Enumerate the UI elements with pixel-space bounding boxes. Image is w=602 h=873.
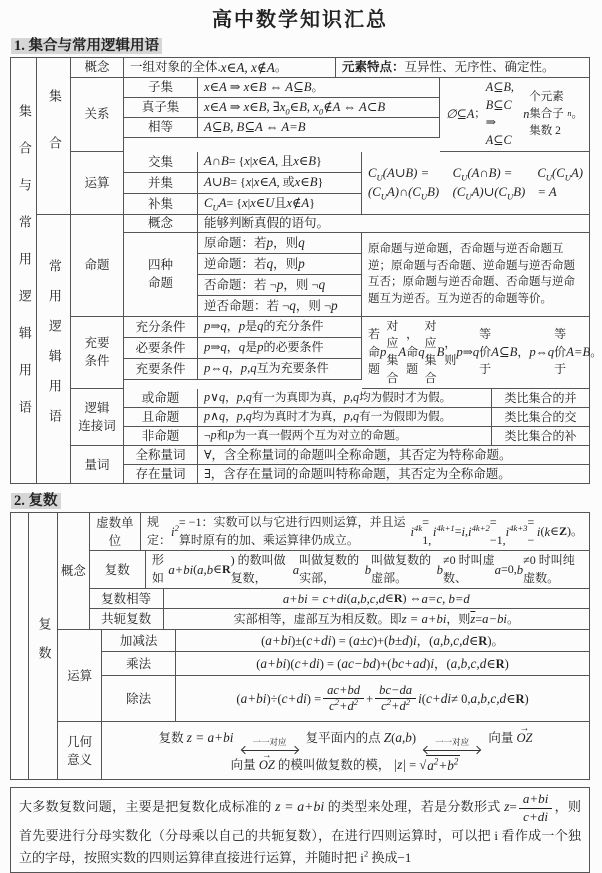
- row-contrapositive-proposition: [198, 296, 362, 317]
- row-proper-subset: [124, 98, 440, 118]
- row-complex-number-def: [90, 551, 590, 589]
- side-label-complex-text: 复数: [36, 617, 52, 676]
- row-negative-proposition: [198, 275, 362, 296]
- group-proposition: [71, 215, 590, 317]
- table-sets-and-logic: [10, 57, 602, 484]
- cell-set-equal-label: 相等: [124, 118, 198, 138]
- cell-existential-label: 存在量词: [124, 465, 198, 484]
- cell-contrapositive-proposition: 逆否命题：若 ¬ q ，则 ¬ p: [198, 296, 362, 317]
- side-label-complex: [29, 513, 58, 780]
- group-geometric-meaning: [58, 722, 590, 780]
- geometry-line2: 向量 OZ → 的模叫做复数的模， |z| = √ $a^2+b^2$: [108, 755, 583, 775]
- cell-conditions-note: 若命题 p 对应集合 A ，命题 q 对应集合 B ，则 p ⇒ q 等价于 A⊆B ， p ⇔ q 等价于 A=B 。: [362, 317, 590, 390]
- cell-sufficient-label: 充分条件: [124, 317, 198, 338]
- group-connectives: [71, 389, 590, 446]
- table-complex-numbers: [10, 512, 590, 780]
- row-or-proposition: [124, 389, 590, 408]
- row-conjugate: [90, 609, 590, 630]
- group-logic: [37, 215, 602, 485]
- cell-or-content: p∨q ， p,q 有一为真即为真， p,q 均为假时才为假。: [198, 389, 492, 408]
- cell-imaginary-unit-label: 虚数单位: [90, 513, 141, 551]
- cell-intersection-label: 交集: [124, 152, 198, 173]
- group-complex-operation: [58, 630, 590, 722]
- cell-conjugate-content: 实部相等，虚部互为相反数。即 z = a+bi ，则 $\overline{z}$ = a−bi 。: [164, 609, 590, 630]
- cell-subset-content: x∈A ⇒ x∈B ⇔ A⊆B 。: [198, 78, 440, 98]
- section2-heading-text: 2. 复数: [11, 493, 61, 509]
- cell-or-label: 或命题: [124, 389, 198, 408]
- cell-add-subtract-content: ( a+bi )±( c+di ) = ( a±c )+( b±d ) i ，( a,b,c,d ∈ R )。: [176, 630, 590, 652]
- row-and-proposition: [124, 408, 590, 427]
- section1-heading: [11, 37, 590, 55]
- group-set-operation: [71, 152, 590, 215]
- row-existential-quantifier: [124, 465, 590, 484]
- cell-not-note: 类比集合的补: [492, 427, 590, 446]
- cell-multiplication-content: ( a+bi )( c+di ) = ( ac−bd )+( bc+ad ) i ，( a,b,c,d ∈ R ): [176, 652, 590, 676]
- row-subset: [124, 78, 440, 98]
- group-complex-concept: [58, 513, 590, 630]
- row-set-concept: [71, 58, 590, 78]
- spacer-cell: [11, 513, 29, 780]
- cell-geometry-label: 几何 意义: [58, 722, 102, 780]
- cell-existential-content: ∃，含存在量词的命题叫特称命题，其否定为全称命题。: [198, 465, 590, 484]
- cell-universal-content: ∀，含全称量词的命题叫全称命题，其否定为特称命题。: [198, 446, 590, 465]
- row-add-subtract: [102, 630, 590, 652]
- cell-and-content: p∧q ， p,q 均为真时才为真， p,q 有一为假即为假。: [198, 408, 492, 427]
- cell-complex-operation-label: 运算: [58, 630, 102, 722]
- cell-sufficient-content: p ⇒ q ， p 是 q 的充分条件: [198, 317, 362, 338]
- cell-complex-equality-content: a+bi = c+di ( a,b,c,d ∈ R ) ⇔ a=c, b=d: [164, 589, 590, 609]
- side-label-set: [37, 58, 71, 215]
- cell-four-propositions-note: 原命题与逆命题，否命题与逆否命题互逆；原命题与否命题、逆命题与逆否命题互否；原命题与逆否命题、否命题与逆命题互为逆否。互为逆否的命题等价。: [362, 233, 590, 317]
- cell-conjugate-label: 共轭复数: [90, 609, 164, 630]
- cell-universal-label: 全称量词: [124, 446, 198, 465]
- cell-set-operation-label: 运算: [71, 152, 124, 215]
- row-union: [124, 173, 362, 194]
- side-label-set-text: 集合: [46, 88, 62, 183]
- cell-set-operation-note: $C_U(A\cup B)$ = $(C_UA)\cap(C_UB)$ $C_U(A\cap B)$ = $(C_UA)\cup(C_UB)$ $C_U(C_UA) = A$: [362, 152, 590, 215]
- row-intersection: [124, 152, 362, 173]
- row-necessary-condition: [124, 338, 362, 359]
- cell-geometry-content: [102, 722, 590, 780]
- row-proposition-concept: [124, 215, 590, 233]
- cell-complex-def-label: 复数: [90, 551, 146, 589]
- cell-negative-proposition: 否命题：若 ¬ p ，则 ¬ q: [198, 275, 362, 296]
- cell-proper-subset-content: x∈A ⇒ x∈B, $\exists x_0\in B$, $x_0\notin A$ ⇔ A⊂B: [198, 98, 440, 118]
- cell-set-concept-content: 一组对象的全体. x∈A, x∉A 。: [124, 58, 336, 78]
- row-converse-proposition: [198, 254, 362, 275]
- row-set-equal: [124, 118, 440, 138]
- row-iff-condition: [124, 359, 362, 380]
- row-sufficient-condition: [124, 317, 362, 338]
- group-relation: [71, 78, 590, 152]
- cell-set-concept-note: 元素特点： 互异性、无序性、确定性。: [336, 58, 590, 78]
- row-complex-equality: [90, 589, 590, 609]
- cell-relation-label: 关系: [71, 78, 124, 152]
- section2-heading: [11, 492, 590, 510]
- group-quantifiers: [71, 446, 590, 484]
- side-label-sets-logic: [11, 58, 37, 484]
- cell-complement-content: $C_UA$ = { x | x∈U 且 x∉A }: [198, 194, 362, 215]
- cell-iff-label: 充要条件: [124, 359, 198, 380]
- cell-quantifiers-label: 量词: [71, 446, 124, 484]
- cell-and-label: 且命题: [124, 408, 198, 427]
- group-set: [37, 58, 590, 215]
- cell-complex-concept-label: 概念: [58, 513, 90, 630]
- cell-relation-note: ∅⊆A ； A⊆B, B⊆C ⇒ A⊆C n 个元素集合子集数 2 n 。: [440, 78, 590, 152]
- row-multiplication: [102, 652, 590, 676]
- group-conditions: [71, 317, 602, 390]
- row-universal-quantifier: [124, 446, 590, 465]
- cell-original-proposition: 原命题：若 p ，则 q: [198, 233, 362, 254]
- cell-multiplication-label: 乘法: [102, 652, 176, 676]
- cell-not-content: ¬ p 和 p 为一真一假两个互为对立的命题。: [198, 427, 492, 446]
- geometry-line1: 复数 z = a+bi 一一对应 复平面内的点 Z(a,b) 一一对应 向量 OZ →: [108, 728, 583, 753]
- group-four-propositions: [124, 233, 590, 317]
- cell-complex-equality-label: 复数相等: [90, 589, 164, 609]
- cell-set-concept-label: 概念: [71, 58, 124, 78]
- cell-connectives-label: 逻辑 连接词: [71, 389, 124, 446]
- cell-intersection-content: A∩B = { x | x∈A , 且 x∈B }: [198, 152, 362, 173]
- cell-proposition-concept-content: 能够判断真假的语句。: [198, 215, 590, 233]
- cell-necessary-label: 必要条件: [124, 338, 198, 359]
- cell-iff-content: p ⇔ q ， p,q 互为充要条件: [198, 359, 362, 380]
- row-imaginary-unit: [90, 513, 590, 551]
- side-label-logic-text: 常用逻辑用语: [46, 258, 62, 439]
- cell-proposition-label: 命题: [71, 215, 124, 317]
- cell-and-note: 类比集合的交: [492, 408, 590, 427]
- cell-or-note: 类比集合的并: [492, 389, 590, 408]
- cell-necessary-content: p ⇒ q ， q 是 p 的必要条件: [198, 338, 362, 359]
- cell-add-subtract-label: 加减法: [102, 630, 176, 652]
- cell-subset-label: 子集: [124, 78, 198, 98]
- section1-heading-text: 1. 集合与常用逻辑用语: [11, 38, 162, 54]
- cell-complement-label: 补集: [124, 194, 198, 215]
- side-label-logic: [37, 215, 71, 485]
- cell-set-equal-content: A⊆B, B⊆A ⇔ A=B: [198, 118, 440, 138]
- cell-four-propositions-label: 四种 命题: [124, 233, 198, 317]
- cell-conditions-label: 充要 条件: [71, 317, 124, 390]
- page-title: 高中数学知识汇总: [212, 9, 388, 31]
- row-original-proposition: [198, 233, 362, 254]
- cell-not-label: 非命题: [124, 427, 198, 446]
- row-division: [102, 676, 590, 722]
- cell-union-label: 并集: [124, 173, 198, 194]
- cell-complex-def-content: 形如 a+bi ( a,b ∈ R ) 的数叫做复数， a 叫做复数的实部， b 叫做复数的虚部。 b ≠0 时叫虚数、 a =0, b ≠0 时叫纯虚数。: [146, 551, 590, 589]
- cell-division-label: 除法: [102, 676, 176, 722]
- cell-union-content: A∪B = { x | x∈A , 或 x∈B }: [198, 173, 362, 194]
- row-not-proposition: [124, 427, 590, 446]
- cell-converse-proposition: 逆命题：若 q ，则 p: [198, 254, 362, 275]
- cell-imaginary-unit-content: 规定： $i^2$ = −1：实数可以与它进行四则运算，并且运算时原有的加、乘运算律仍成立。 $i^{4k}$ = 1, $i^{4k+1}$ = i , $i^{4k+2}$ = −1, $i^{4k+3}$ = − i ( k ∈ Z )。: [141, 513, 590, 551]
- cell-proposition-concept-label: 概念: [124, 215, 198, 233]
- row-complement: [124, 194, 362, 215]
- side-label-sets-logic-text: 集合与常用逻辑用语: [16, 104, 32, 438]
- cell-proper-subset-label: 真子集: [124, 98, 198, 118]
- footer-note-box: 大多数复数问题，主要是把复数化成标准的 z = a+bi 的类型来处理，若是分数形式 z= $\frac{a+bi}{c+di}$ ，则首先要进行分母实数化（分母乘以自己的共轭复数），在进行四则运算时，可以把 i 看作成一个独立的字母，按照实数的四则运算律直接进行运算，并随时把 $i^2$ 换成−1: [10, 787, 590, 873]
- cell-division-content: ( a+bi )÷( c+di ) = $\frac{ac+bd}{c^2+d^2}$ + $\frac{bc-da}{c^2+d^2}$ i ( c+di ≠ 0, a,b,c,d ∈ R ): [176, 676, 590, 722]
